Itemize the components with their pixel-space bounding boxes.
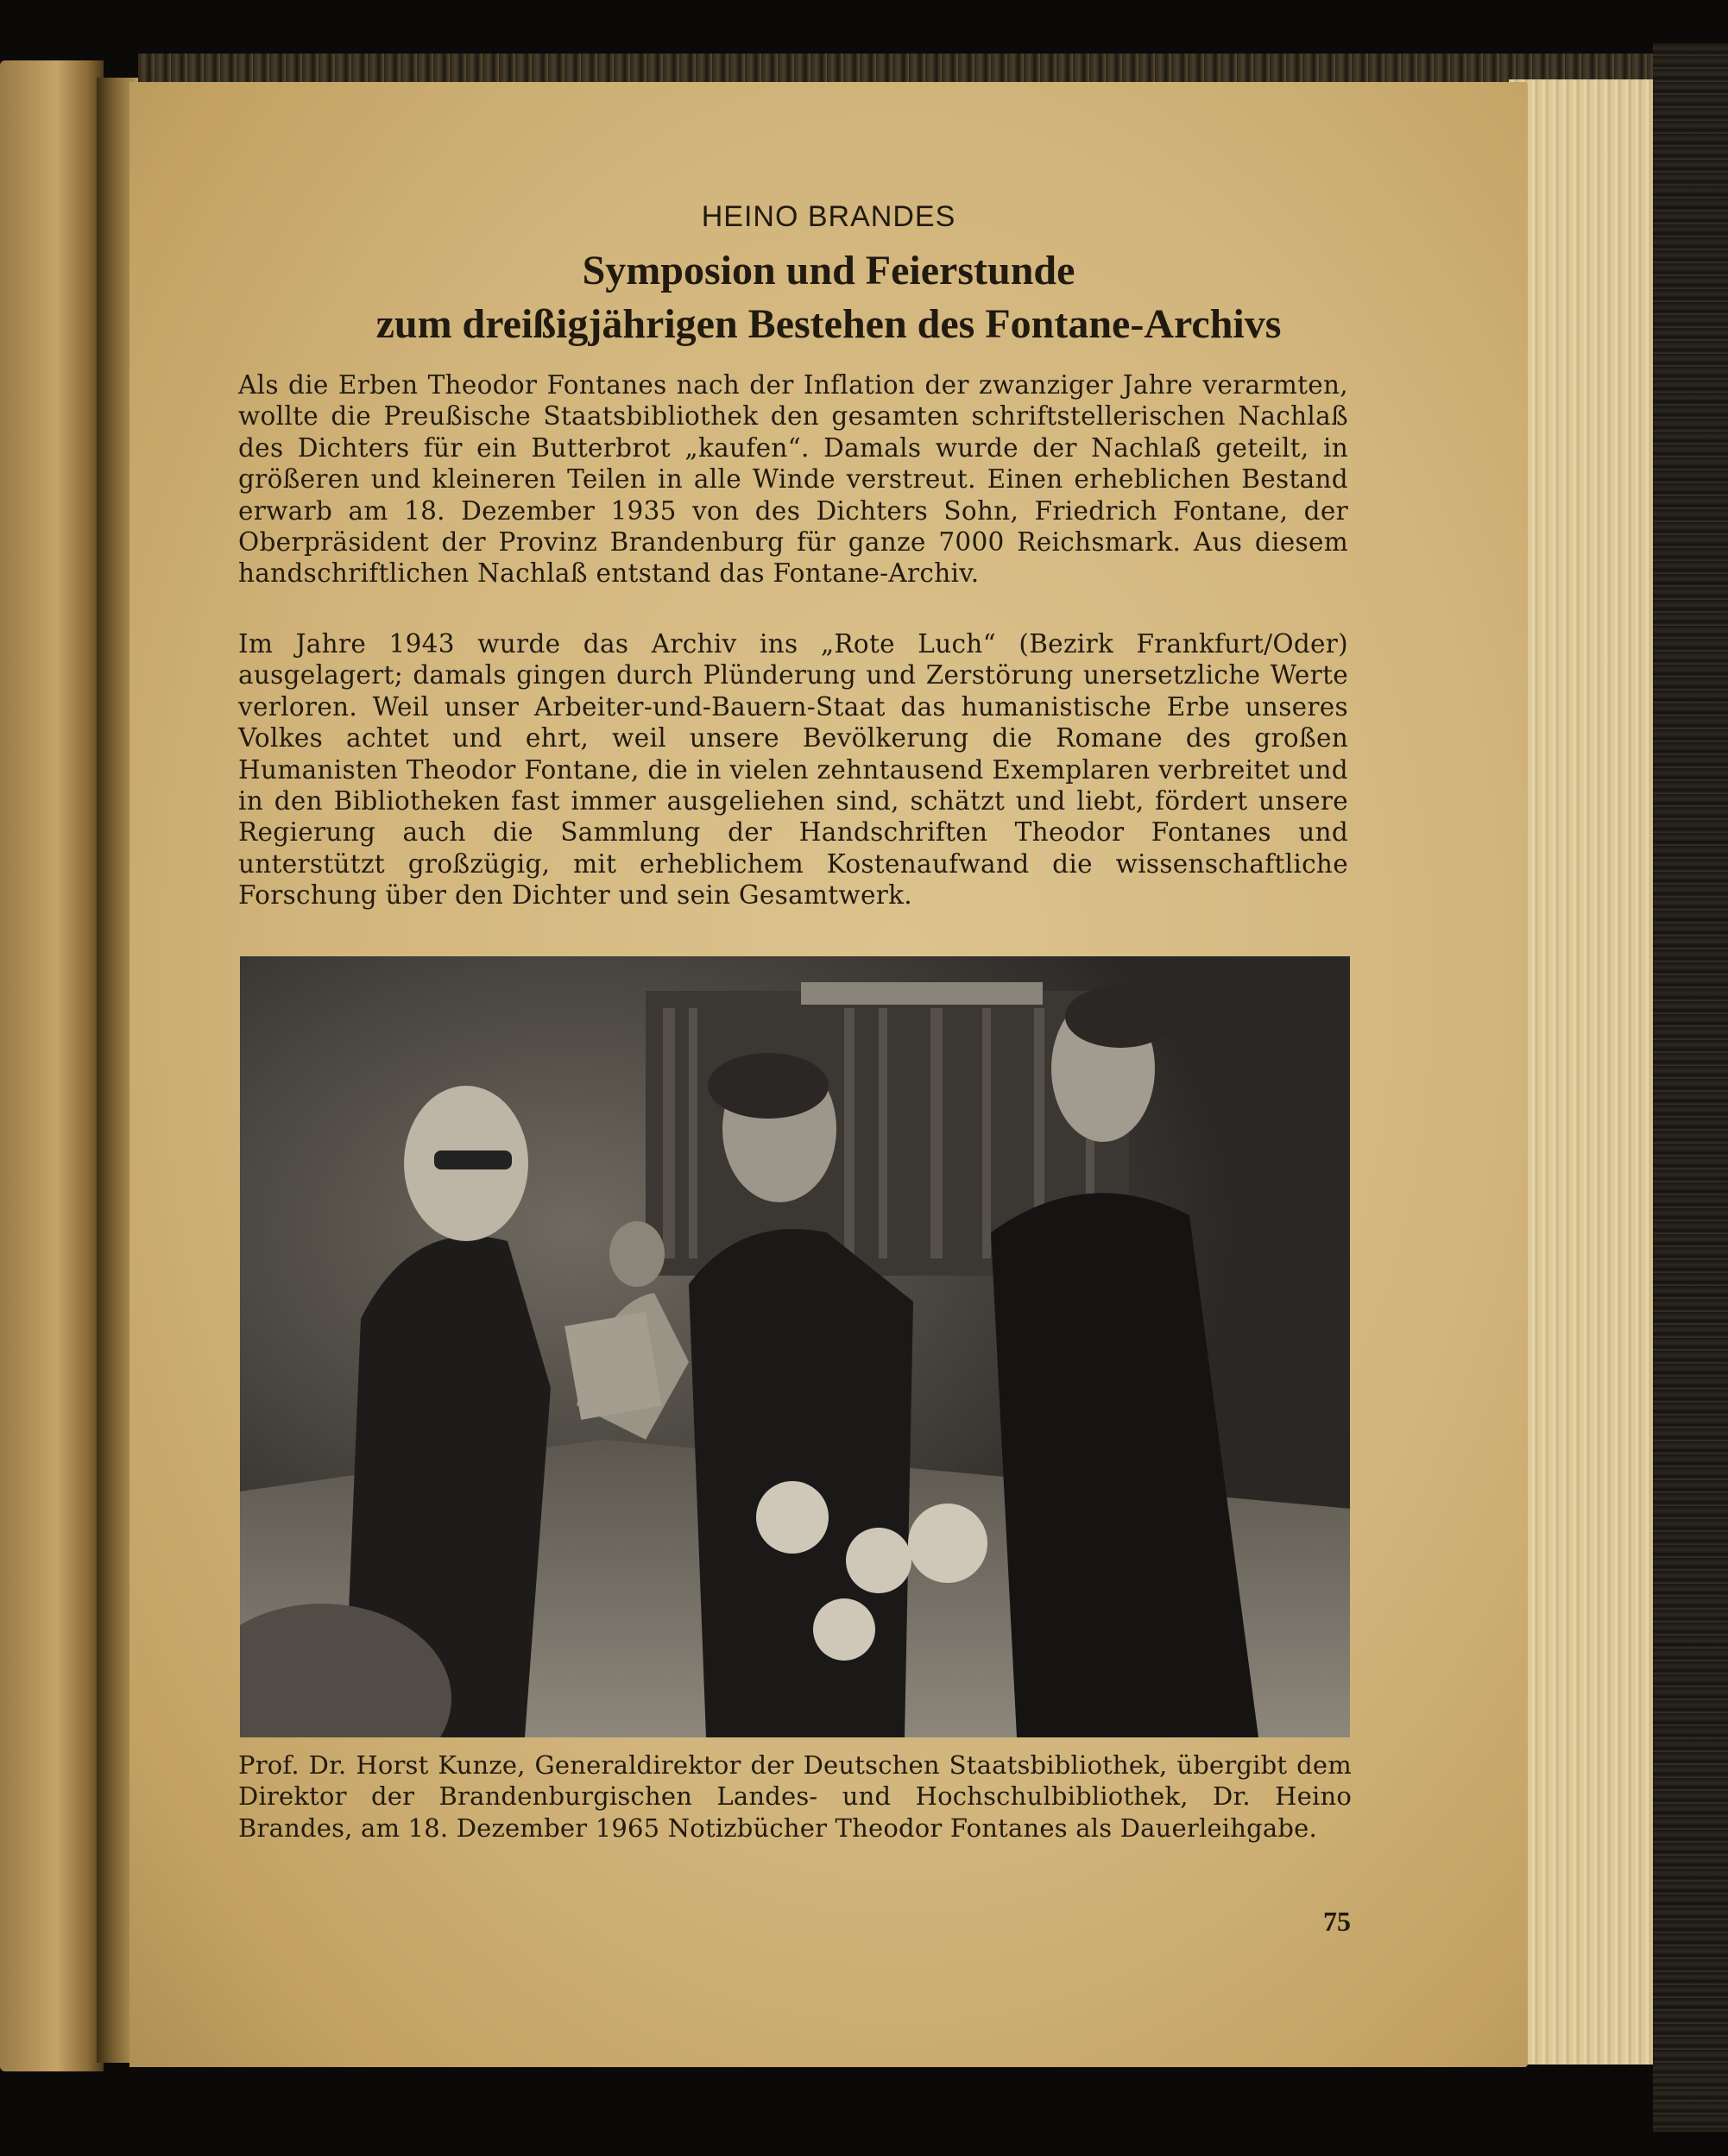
page-number: 75 (1323, 1906, 1351, 1937)
page-edges (1509, 79, 1655, 2065)
body-paragraph-1: Als die Erben Theodor Fontanes nach der Inflation der zwanziger Jahre verarmten, wollte die Preußische Staatsbibliothek den gesamten schriftstellerischen Nachlaß des Dichters für ein Butterbrot „kaufen“. Damals wurde der Nachlaß geteilt, in größeren und kleineren Teilen in alle Winde verstreut. Einen erheblichen Bestand erwarb am 18. Dezember 1935 von des Dichters Sohn, Friedrich Fontane, der Oberpräsident der Provinz Brandenburg für ganze 7000 Reichsmark. Aus diesem handschriftlichen Nachlaß entstand das Fontane-Archiv. (238, 370, 1348, 589)
ceremony-photograph (240, 956, 1350, 1737)
ceremony-photo-image (240, 956, 1350, 1737)
article-author: HEINO BRANDES (701, 200, 956, 233)
body-paragraph-2: Im Jahre 1943 wurde das Archiv ins „Rote Luch“ (Bezirk Frankfurt/Oder) ausgelagert; damals gingen durch Plünderung und Zerstörung unersetzliche Werte verloren. Weil unser Arbeiter-und-Bauern-Staat das humanistische Erbe unseres Volkes achtet und ehrt, weil unsere Bevölkerung die Romane des großen Humanisten Theodor Fontane, die in vielen zehntausend Exemplaren verbreitet und in den Bibliotheken fast immer ausgeliehen sind, schätzt und liebt, fördert unsere Regierung auch die Sammlung der Handschriften Theodor Fontanes und unterstützt großzügig, mit erheblichem Kostenaufwand die wissenschaftliche Forschung über den Dichter und sein Gesamtwerk. (238, 629, 1348, 911)
left-facing-page (0, 60, 104, 2071)
book-cover-edge (1653, 43, 1728, 2132)
photo-caption: Prof. Dr. Horst Kunze, Generaldirektor der Deutschen Staatsbibliothek, übergibt dem Direktor der Brandenburgischen Landes- und Hochschulbibliothek, Dr. Heino Brandes, am 18. Dezember 1965 Notizbücher Theodor Fontanes als Dauerleihgabe. (238, 1750, 1352, 1843)
article-title-line-1: Symposion und Feierstunde (582, 248, 1075, 293)
article-title-line-2: zum dreißigjährigen Bestehen des Fontane-Archivs (375, 301, 1282, 347)
